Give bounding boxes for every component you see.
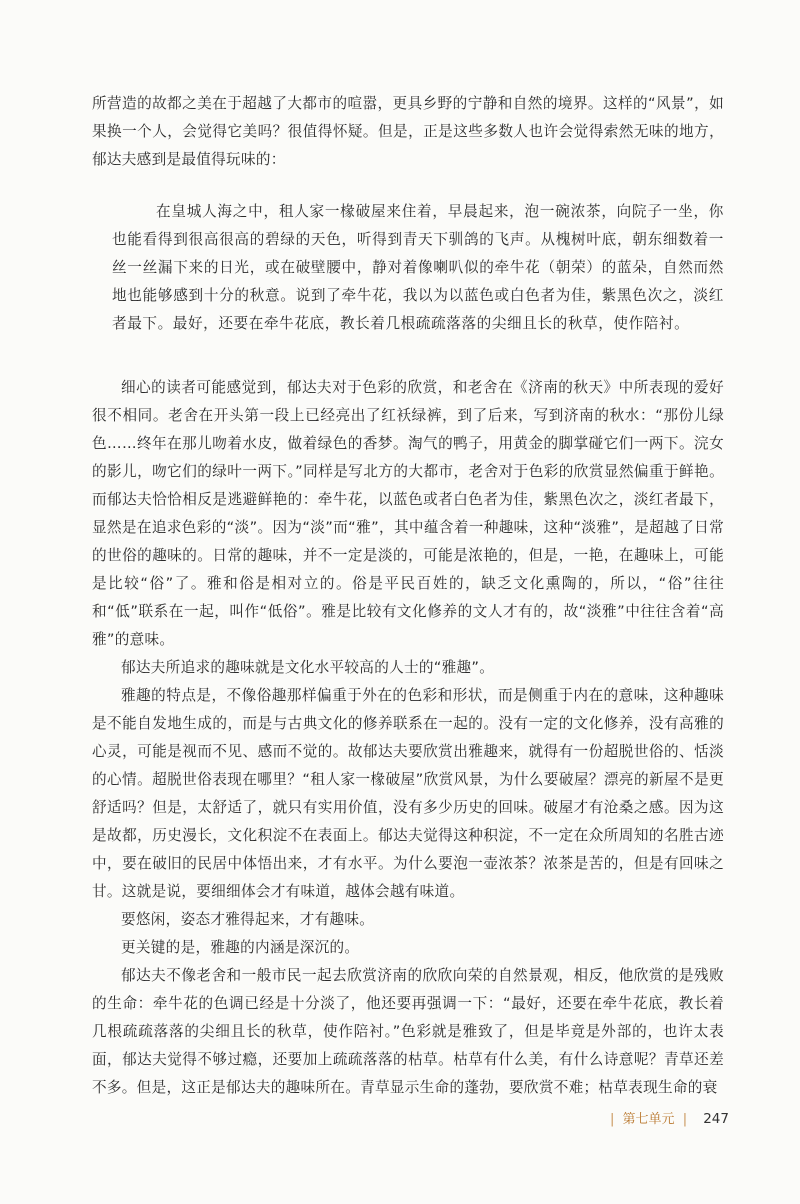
body-paragraph: 郁达夫所追求的趣味就是文化水平较高的人士的“雅趣”。 xyxy=(121,659,495,676)
body-paragraph: 要悠闲，姿态才雅得起来，才有趣味。 xyxy=(121,911,375,928)
body-paragraph: 所营造的故都之美在于超越了大都市的喧嚣，更具乡野的宁静和自然的境界。这样的“风景”，如果换一个人，会觉得它美吗？很值得怀疑。但是，正是这些多数人也许会觉得索然无味的地方，郁达夫感到是最值得玩味的： xyxy=(92,95,724,168)
body-paragraph: 更关键的是，雅趣的内涵是深沉的。 xyxy=(121,939,360,956)
page-footer xyxy=(606,1108,729,1127)
unit-label: 第七单元 xyxy=(622,1112,675,1127)
footer-separator: | xyxy=(610,1112,615,1127)
page-content xyxy=(92,90,724,1102)
footer-separator: | xyxy=(682,1112,688,1127)
body-paragraph: 细心的读者可能感觉到，郁达夫对于色彩的欣赏，和老舍在《济南的秋天》中所表现的爱好很不相同。老舍在开头第一段上已经亮出了红袄绿裤，到了后来，写到济南的秋水：“那份儿绿色……终年在那儿吻着水皮，做着绿色的香梦。淘气的鸭子，用黄金的脚掌碰它们一两下。浣女的影儿，吻它们的绿叶一两下。”同样是写北方的大都市，老舍对于色彩的欣赏显然偏重于鲜艳。而郁达夫恰恰相反是逃避鲜艳的：牵牛花，以蓝色或者白色者为佳，紫黑色次之，淡红者最下，显然是在追求色彩的“淡”。因为“淡”而“雅”，其中蕴含着一种趣味，这种“淡雅”，是超越了日常的世俗的趣味的。日常的趣味，并不一定是淡的，可能是浓艳的，但是，一艳，在趣味上，可能是比较“俗”了。雅和俗是相对立的。俗是平民百姓的，缺乏文化熏陶的，所以，“俗”往往和“低”联系在一起，叫作“低俗”。雅是比较有文化修养的文人才有的，故“淡雅”中往往含着“高雅”的意味。 xyxy=(92,379,724,648)
page-number: 247 xyxy=(703,1111,729,1127)
body-paragraph: 雅趣的特点是，不像俗趣那样偏重于外在的色彩和形状，而是侧重于内在的意味，这种趣味是不能自发地生成的，而是与古典文化的修养联系在一起的。没有一定的文化修养，没有高雅的心灵，可能是视而不见、感而不觉的。故郁达夫要欣赏出雅趣来，就得有一份超脱世俗的、恬淡的心情。超脱世俗表现在哪里？“租人家一椽破屋”欣赏风景，为什么要破屋？漂亮的新屋不是更舒适吗？但是，太舒适了，就只有实用价值，没有多少历史的回味。破屋才有沧桑之感。因为这是故都，历史漫长，文化积淀不在表面上。郁达夫觉得这种积淀，不一定在众所周知的名胜古迹中，要在破旧的民居中体悟出来，才有水平。为什么要泡一壶浓茶？浓茶是苦的，但是有回味之甘。这就是说，要细细体会才有味道，越体会越有味道。 xyxy=(92,687,724,900)
block-quote: 在皇城人海之中，租人家一椽破屋来住着，早晨起来，泡一碗浓茶，向院子一坐，你也能看得到很高很高的碧绿的天色，听得到青天下驯鸽的飞声。从槐树叶底，朝东细数着一丝一丝漏下来的日光，或在破壁腰中，静对着像喇叭似的牵牛花（朝荣）的蓝朵，自然而然地也能够感到十分的秋意。说到了牵牛花，我以为以蓝色或白色者为佳，紫黑色次之，淡红者最下。最好，还要在牵牛花底，教长着几根疏疏落落的尖细且长的秋草，使作陪衬。 xyxy=(112,203,724,332)
body-paragraph: 郁达夫不像老舍和一般市民一起去欣赏济南的欣欣向荣的自然景观，相反，他欣赏的是残败的生命：牵牛花的色调已经是十分淡了，他还要再强调一下：“最好，还要在牵牛花底，教长着几根疏疏落落的尖细且长的秋草，使作陪衬。”色彩就是雅致了，但是毕竟是外部的，也许太表面，郁达夫觉得不够过瘾，还要加上疏疏落落的枯草。枯草有什么美，有什么诗意呢？青草还差不多。但是，这正是郁达夫的趣味所在。青草显示生命的蓬勃，要欣赏不难；枯草表现生命的衰 xyxy=(92,967,724,1096)
